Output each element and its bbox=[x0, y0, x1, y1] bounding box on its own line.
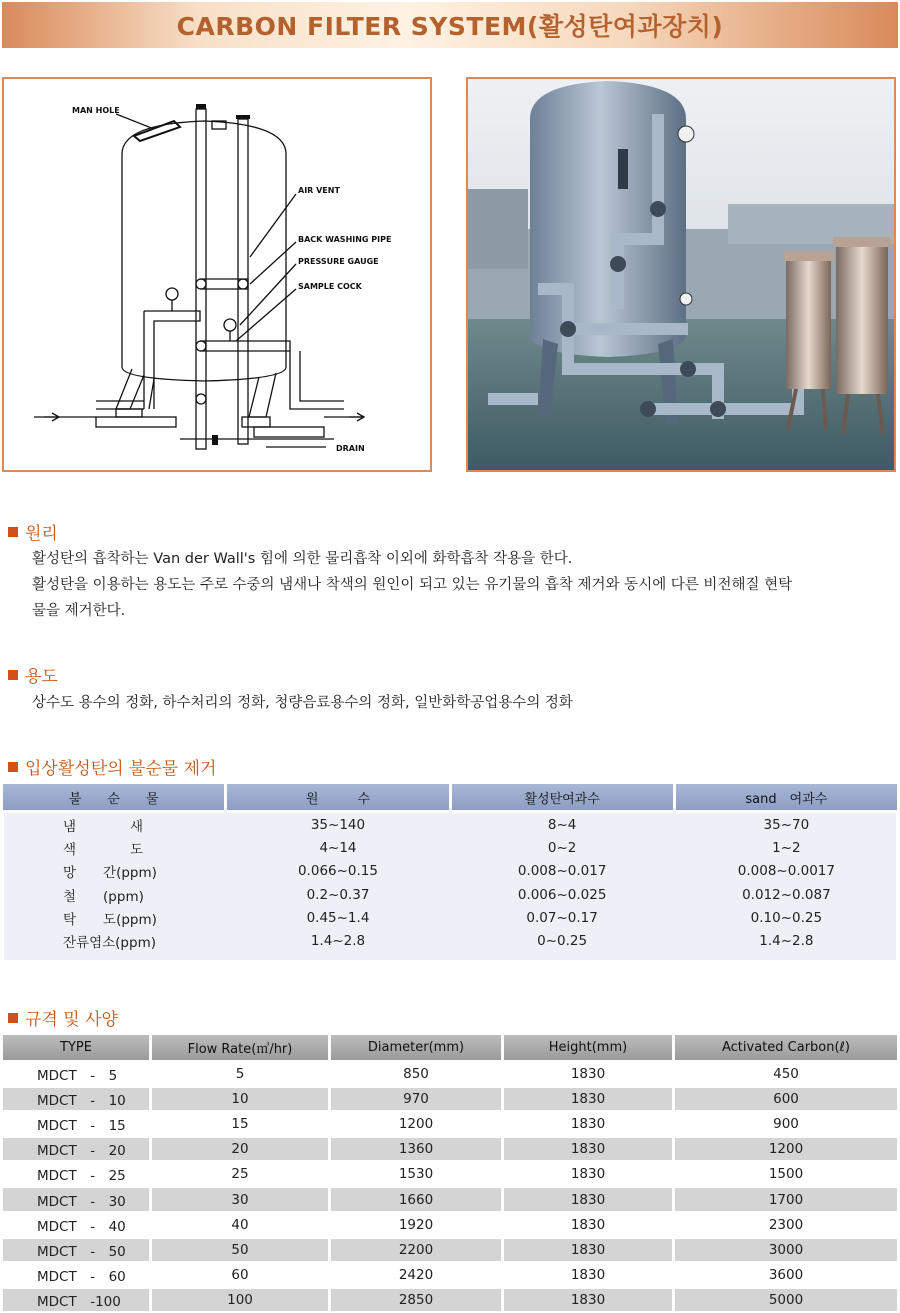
table-row bbox=[3, 1236, 897, 1261]
model-type: MDCT - 60 bbox=[3, 1261, 149, 1286]
activated-carbon: 600 bbox=[675, 1085, 897, 1110]
removal-heading: 입상활성탄의 불순물 제거 bbox=[25, 759, 217, 779]
model-type: MDCT - 40 bbox=[3, 1211, 149, 1236]
square-bullet-icon bbox=[8, 670, 18, 680]
activated-carbon: 5000 bbox=[675, 1286, 897, 1311]
principle-text bbox=[32, 546, 900, 624]
usage-line: 상수도 용수의 정화, 하수처리의 정화, 청량음료용수의 정화, 일반화학공업용수의 정화 bbox=[32, 695, 573, 711]
sand-value: 0.10~0.25 bbox=[750, 909, 823, 926]
model-type: MDCT - 25 bbox=[3, 1160, 149, 1185]
principle-line-1: 활성탄의 흡착하는 Van der Wall's 힘에 의한 물리흡착 이외에 화학흡착 작용을 한다. bbox=[32, 551, 573, 567]
diameter: 2420 bbox=[331, 1261, 501, 1286]
header-height: Height(mm) bbox=[504, 1035, 672, 1060]
activated-carbon: 450 bbox=[675, 1060, 897, 1085]
table-row bbox=[3, 860, 897, 883]
activated-carbon: 1700 bbox=[675, 1185, 897, 1210]
height: 1830 bbox=[504, 1236, 672, 1261]
removal-table-header bbox=[3, 784, 897, 813]
product-photo bbox=[466, 77, 896, 472]
principle-heading: 원리 bbox=[25, 524, 58, 544]
diameter: 1530 bbox=[331, 1160, 501, 1185]
label-pressure-gauge: PRESSURE GAUGE bbox=[298, 257, 379, 266]
label-drain: DRAIN bbox=[336, 444, 365, 453]
height: 1830 bbox=[504, 1211, 672, 1236]
carbon-value: 0.008~0.017 bbox=[517, 863, 607, 880]
header-carbon-filtered: 활성탄여과수 bbox=[452, 784, 673, 813]
section-removal-title bbox=[8, 754, 216, 779]
carbon-value: 0~2 bbox=[547, 839, 577, 856]
model-type: MDCT - 50 bbox=[3, 1236, 149, 1261]
height: 1830 bbox=[504, 1135, 672, 1160]
label-man-hole: MAN HOLE bbox=[72, 106, 120, 115]
table-row bbox=[3, 1261, 897, 1286]
section-specs-title bbox=[8, 1005, 118, 1030]
header-sand-filtered: sand 여과수 bbox=[676, 784, 897, 813]
flow-rate: 100 bbox=[152, 1286, 328, 1311]
header-diameter: Diameter(mm) bbox=[331, 1035, 501, 1060]
usage-text bbox=[32, 690, 900, 716]
diameter: 850 bbox=[331, 1060, 501, 1085]
raw-value: 4~14 bbox=[319, 839, 357, 856]
specs-heading: 규격 및 사양 bbox=[25, 1010, 118, 1030]
impurity-name: 색 도 bbox=[63, 841, 144, 858]
raw-value: 1.4~2.8 bbox=[310, 933, 366, 950]
table-row bbox=[3, 1085, 897, 1110]
flow-rate: 30 bbox=[152, 1185, 328, 1210]
page-title: CARBON FILTER SYSTEM(활성탄여과장치) bbox=[176, 12, 724, 41]
height: 1830 bbox=[504, 1085, 672, 1110]
table-row bbox=[3, 906, 897, 929]
flow-rate: 50 bbox=[152, 1236, 328, 1261]
flow-rate: 10 bbox=[152, 1085, 328, 1110]
filter-schematic bbox=[4, 79, 430, 470]
table-row bbox=[3, 1160, 897, 1185]
model-type: MDCT -100 bbox=[3, 1286, 149, 1311]
sand-value: 1~2 bbox=[772, 839, 801, 856]
table-row bbox=[3, 836, 897, 859]
sand-value: 35~70 bbox=[763, 816, 810, 833]
label-back-washing-pipe: BACK WASHING PIPE bbox=[298, 235, 392, 244]
sand-value: 0.012~0.087 bbox=[742, 886, 831, 903]
carbon-value: 0.07~0.17 bbox=[526, 909, 598, 926]
sand-value: 1.4~2.8 bbox=[759, 933, 814, 950]
table-row bbox=[3, 1211, 897, 1236]
height: 1830 bbox=[504, 1185, 672, 1210]
model-type: MDCT - 20 bbox=[3, 1135, 149, 1160]
filter-diagram bbox=[2, 77, 432, 472]
model-type: MDCT - 5 bbox=[3, 1060, 149, 1085]
principle-line-3: 물을 제거한다. bbox=[32, 603, 126, 619]
square-bullet-icon bbox=[8, 762, 18, 772]
table-row bbox=[3, 1185, 897, 1210]
model-type: MDCT - 15 bbox=[3, 1110, 149, 1135]
raw-value: 0.45~1.4 bbox=[306, 909, 370, 926]
header-impurity: 불 순 물 bbox=[3, 784, 224, 813]
table-row bbox=[3, 1135, 897, 1160]
flow-rate: 25 bbox=[152, 1160, 328, 1185]
impurity-name: 철 (ppm) bbox=[63, 888, 144, 905]
diameter: 1920 bbox=[331, 1211, 501, 1236]
sand-value: 0.008~0.0017 bbox=[737, 863, 835, 880]
flow-rate: 5 bbox=[152, 1060, 328, 1085]
diameter: 1360 bbox=[331, 1135, 501, 1160]
raw-value: 0.066~0.15 bbox=[297, 863, 378, 880]
activated-carbon: 900 bbox=[675, 1110, 897, 1135]
model-type: MDCT - 30 bbox=[3, 1185, 149, 1210]
activated-carbon: 3600 bbox=[675, 1261, 897, 1286]
height: 1830 bbox=[504, 1110, 672, 1135]
flow-rate: 15 bbox=[152, 1110, 328, 1135]
diameter: 970 bbox=[331, 1085, 501, 1110]
table-row bbox=[3, 883, 897, 906]
height: 1830 bbox=[504, 1286, 672, 1311]
impurity-name: 냄 새 bbox=[63, 818, 144, 835]
impurity-name: 탁 도(ppm) bbox=[63, 911, 157, 928]
header-raw-water: 원 수 bbox=[227, 784, 448, 813]
table-row bbox=[3, 813, 897, 836]
label-air-vent: AIR VENT bbox=[298, 186, 340, 195]
carbon-value: 0~0.25 bbox=[537, 933, 588, 950]
square-bullet-icon bbox=[8, 1013, 18, 1023]
activated-carbon: 3000 bbox=[675, 1236, 897, 1261]
square-bullet-icon bbox=[8, 527, 18, 537]
diameter: 1660 bbox=[331, 1185, 501, 1210]
activated-carbon: 1200 bbox=[675, 1135, 897, 1160]
impurity-name: 망 간(ppm) bbox=[63, 865, 157, 882]
carbon-value: 8~4 bbox=[547, 816, 577, 833]
flow-rate: 60 bbox=[152, 1261, 328, 1286]
carbon-value: 0.006~0.025 bbox=[517, 886, 607, 903]
header-type: TYPE bbox=[3, 1035, 149, 1060]
removal-table bbox=[0, 784, 900, 953]
height: 1830 bbox=[504, 1160, 672, 1185]
specs-table bbox=[0, 1035, 900, 1311]
diameter: 2200 bbox=[331, 1236, 501, 1261]
raw-value: 35~140 bbox=[310, 816, 366, 833]
title-banner bbox=[2, 2, 898, 48]
impurity-name: 잔류염소(ppm) bbox=[63, 935, 156, 952]
principle-line-2: 활성탄을 이용하는 용도는 주로 수중의 냄새나 착색의 원인이 되고 있는 유기물의 흡착 제거와 동시에 다른 비전해질 현탁 bbox=[32, 577, 793, 593]
flow-rate: 40 bbox=[152, 1211, 328, 1236]
usage-heading: 용도 bbox=[25, 667, 58, 687]
model-type: MDCT - 10 bbox=[3, 1085, 149, 1110]
header-flow-rate: Flow Rate(㎥/hr) bbox=[152, 1035, 328, 1060]
label-sample-cock: SAMPLE COCK bbox=[298, 282, 362, 291]
table-row bbox=[3, 1110, 897, 1135]
diameter: 1200 bbox=[331, 1110, 501, 1135]
raw-value: 0.2~0.37 bbox=[306, 886, 370, 903]
table-row bbox=[3, 1286, 897, 1311]
section-usage-title bbox=[8, 662, 58, 687]
specs-table-header bbox=[3, 1035, 897, 1060]
table-row bbox=[3, 1060, 897, 1085]
section-principle-title bbox=[8, 519, 58, 544]
height: 1830 bbox=[504, 1060, 672, 1085]
table-row bbox=[3, 929, 897, 952]
header-activated-carbon: Activated Carbon(ℓ) bbox=[675, 1035, 897, 1060]
activated-carbon: 2300 bbox=[675, 1211, 897, 1236]
height: 1830 bbox=[504, 1261, 672, 1286]
flow-rate: 20 bbox=[152, 1135, 328, 1160]
photo-illustration bbox=[468, 79, 894, 470]
diameter: 2850 bbox=[331, 1286, 501, 1311]
activated-carbon: 1500 bbox=[675, 1160, 897, 1185]
